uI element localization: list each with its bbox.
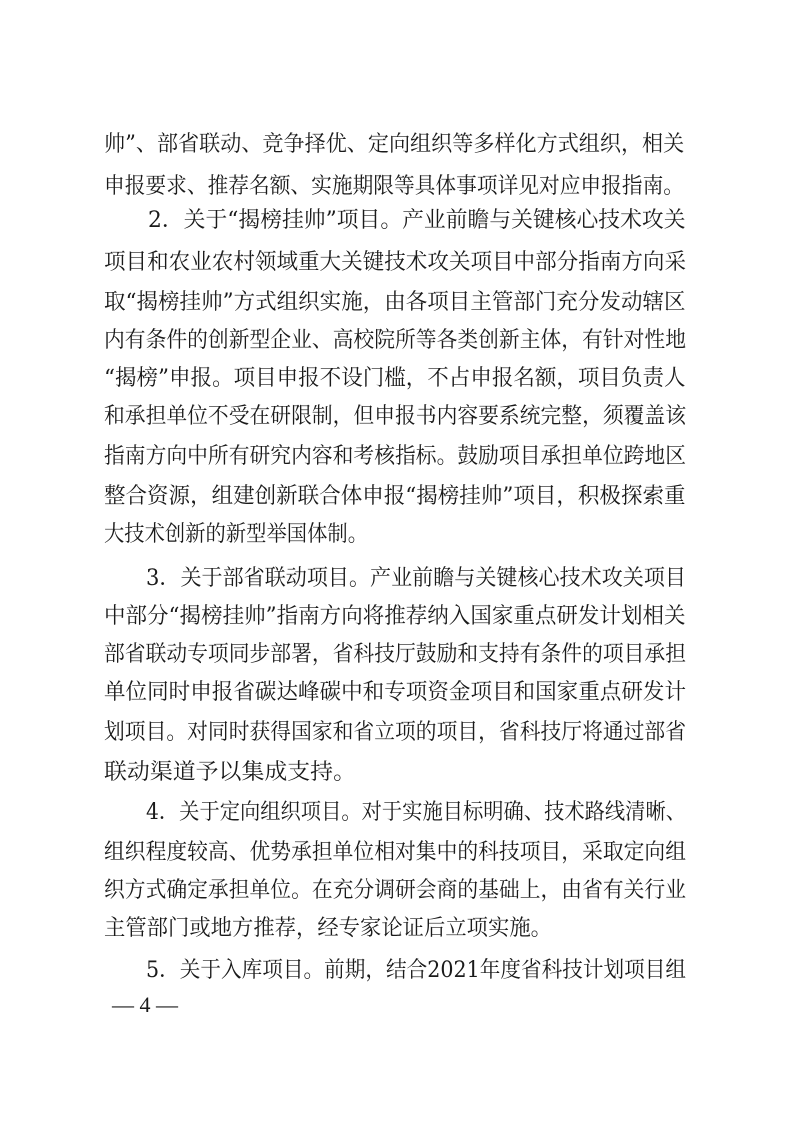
text-line: 大技术创新的新型举国体制。: [104, 522, 369, 547]
text-line: 织方式确定承担单位。在充分调研会商的基础上，由省有关行业: [104, 878, 687, 903]
text-line: 申报要求、推荐名额、实施期限等具体事项详见对应申报指南。: [104, 174, 685, 199]
text-line: 项目和农业农村领域重大关键技术攻关项目中部分指南方向采: [104, 250, 687, 275]
text-line: 划项目。对同时获得国家和省立项的项目，省科技厅将通过部省: [104, 720, 687, 745]
text-line: 帅”、部省联动、竞争择优、定向组织等多样化方式组织，相关: [104, 132, 685, 157]
text-line: 中部分“揭榜挂帅”指南方向将推荐纳入国家重点研发计划相关: [104, 604, 686, 629]
text-line: 指南方向中所有研究内容和考核指标。鼓励项目承担单位跨地区: [104, 444, 687, 469]
text-line: 取“揭榜挂帅”方式组织实施，由各项目主管部门充分发动辖区: [104, 290, 686, 315]
text-line: 整合资源，组建创新联合体申报“揭榜挂帅”项目，积极探索重: [104, 484, 686, 509]
text-line: 部省联动专项同步部署，省科技厅鼓励和支持有条件的项目承担: [104, 642, 687, 667]
text-line: 内有条件的创新型企业、高校院所等各类创新主体，有针对性地: [104, 328, 687, 353]
text-line: 单位同时申报省碳达峰碳中和专项资金项目和国家重点研发计: [104, 680, 687, 705]
text-line: 和承担单位不受在研限制，但申报书内容要系统完整，须覆盖该: [104, 404, 687, 429]
text-line: 3．关于部省联动项目。产业前瞻与关键核心技术攻关项目: [146, 566, 686, 591]
text-line: 4．关于定向组织项目。对于实施目标明确、技术路线清晰、: [146, 800, 686, 825]
text-line: “揭榜”申报。项目申报不设门槛，不占申报名额，项目负责人: [104, 366, 686, 391]
text-line: 主管部门或地方推荐，经专家论证后立项实施。: [104, 916, 553, 941]
text-line: 联动渠道予以集成支持。: [104, 760, 357, 785]
page-number: — 4 —: [112, 992, 178, 1017]
text-line: 2．关于“揭榜挂帅”项目。产业前瞻与关键核心技术攻关: [148, 208, 686, 233]
text-line: 5．关于入库项目。前期，结合2021年度省科技计划项目组: [146, 958, 686, 983]
text-line: 组织程度较高、优势承担单位相对集中的科技项目，采取定向组: [104, 840, 687, 865]
